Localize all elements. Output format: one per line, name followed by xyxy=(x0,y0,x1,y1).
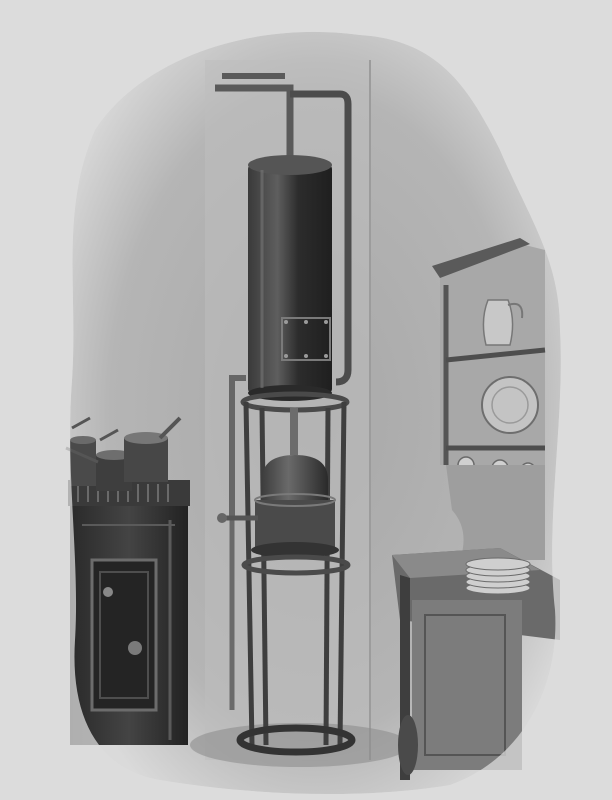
kitchen-range xyxy=(68,480,190,745)
dresser-turned-leg xyxy=(398,715,418,775)
jug xyxy=(483,300,512,345)
saucepan-right xyxy=(124,438,168,482)
saucepan-left xyxy=(70,440,96,486)
oven-door xyxy=(92,560,156,710)
plate xyxy=(482,377,538,433)
oven-knob xyxy=(103,587,113,597)
plate-stack xyxy=(466,558,530,594)
oven-handle xyxy=(128,641,142,655)
